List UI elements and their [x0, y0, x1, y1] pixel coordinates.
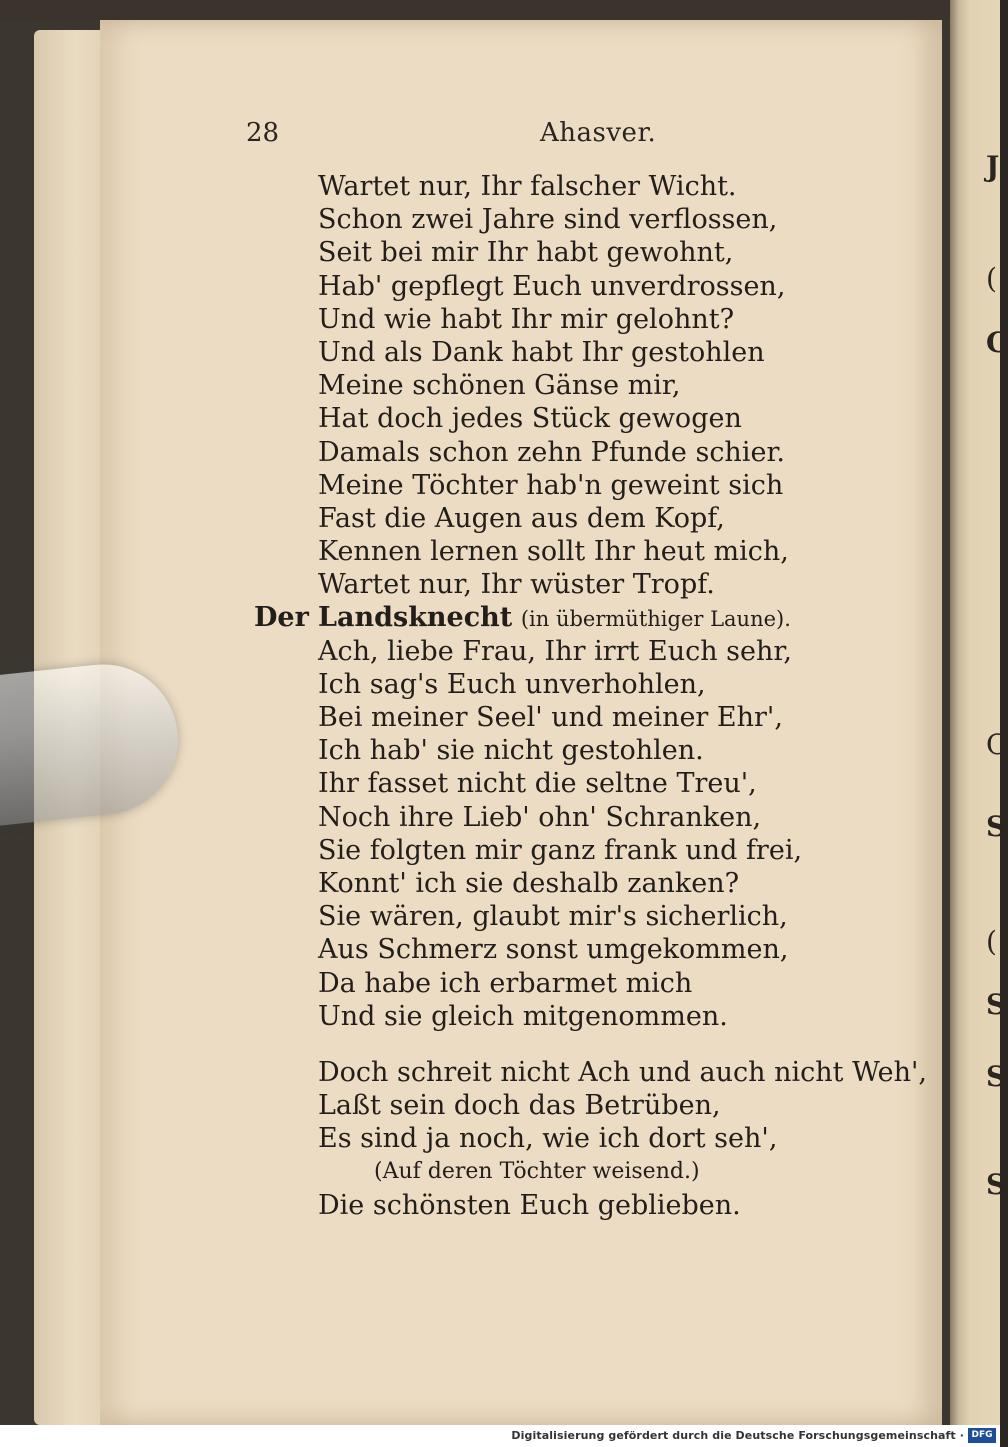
speaker-line [254, 601, 918, 634]
verse-line: Meine Töchter hab'n geweint sich [318, 469, 784, 501]
facing-page-fragment: C [986, 326, 1008, 359]
verse-line: Laßt sein doch das Betrüben, [318, 1090, 721, 1122]
verse-line: Doch schreit nicht Ach und auch nicht Weh', [318, 1056, 927, 1088]
facing-page-fragment: ( [986, 925, 997, 958]
verse-line: Konnt' ich sie deshalb zanken? [318, 867, 740, 899]
verse-line: Sie folgten mir ganz frank und frei, [318, 834, 803, 866]
speaker-direction: (in übermüthiger Laune). [520, 607, 791, 632]
facing-page-fragment: C [986, 728, 1008, 761]
verse-line: Ich sag's Euch unverhohlen, [318, 668, 706, 700]
verse-line: Da habe ich erbarmet mich [318, 967, 693, 999]
scanner-background [0, 0, 1000, 20]
verse-line: Schon zwei Jahre sind verflossen, [318, 204, 778, 236]
stage-direction: (Auf deren Töchter weisend.) [374, 1159, 700, 1185]
speaker-name: Landsknecht [318, 602, 513, 634]
verse-line: Kennen lernen sollt Ihr heut mich, [318, 536, 789, 568]
verse-line: Bei meiner Seel' und meiner Ehr', [318, 702, 783, 733]
footer-credit: Digitalisierung gefördert durch die Deutsche Forschungsgemeinschaft · [511, 1429, 964, 1442]
speaker-prefix: Der [254, 602, 309, 634]
facing-page-fragment: S [986, 988, 1007, 1021]
poem-text [254, 170, 927, 1222]
facing-page-fragment: S [986, 1060, 1007, 1093]
digitization-footer [0, 1425, 1000, 1447]
verse-line: Noch ihre Lieb' ohn' Schranken, [318, 801, 762, 833]
verse-line: Und als Dank habt Ihr gestohlen [318, 336, 765, 368]
dfg-logo: DFG [968, 1428, 996, 1443]
page-header [240, 118, 660, 152]
stanza-gap [318, 1033, 918, 1056]
page-number: 28 [246, 118, 280, 148]
verse-line: Die schönsten Euch geblieben. [318, 1189, 741, 1221]
verse-line: Meine schönen Gänse mir, [318, 370, 681, 402]
verse-line: Und sie gleich mitgenommen. [318, 1000, 728, 1032]
verse-line: Es sind ja noch, wie ich dort seh', [318, 1123, 778, 1155]
verse-line: Damals schon zehn Pfunde schier. [318, 436, 785, 468]
verse-line: Aus Schmerz sonst umgekommen, [318, 934, 789, 966]
facing-page-fragment: S [986, 1168, 1007, 1201]
verse-line: Wartet nur, Ihr falscher Wicht. [318, 171, 737, 202]
verse-line: Fast die Augen aus dem Kopf, [318, 502, 725, 534]
facing-page-fragment: J [986, 150, 1000, 183]
facing-page-fragment: ( [986, 262, 997, 295]
verse-line: Ich hab' sie nicht gestohlen. [318, 735, 704, 767]
verse-line: Ihr fasset nicht die seltne Treu', [318, 768, 757, 800]
verse-line: Wartet nur, Ihr wüster Tropf. [318, 569, 715, 601]
verse-line: Hab' gepflegt Euch unverdrossen, [318, 270, 786, 302]
verse-line: Seit bei mir Ihr habt gewohnt, [318, 237, 734, 269]
verse-line: Sie wären, glaubt mir's sicherlich, [318, 901, 788, 933]
running-title: Ahasver. [540, 118, 657, 148]
verse-line: Hat doch jedes Stück gewogen [318, 403, 742, 435]
verse-line: Ach, liebe Frau, Ihr irrt Euch sehr, [318, 635, 792, 667]
verse-line: Und wie habt Ihr mir gelohnt? [318, 303, 735, 335]
facing-page-edge [950, 0, 1008, 1425]
facing-page-fragment: S [986, 810, 1007, 843]
